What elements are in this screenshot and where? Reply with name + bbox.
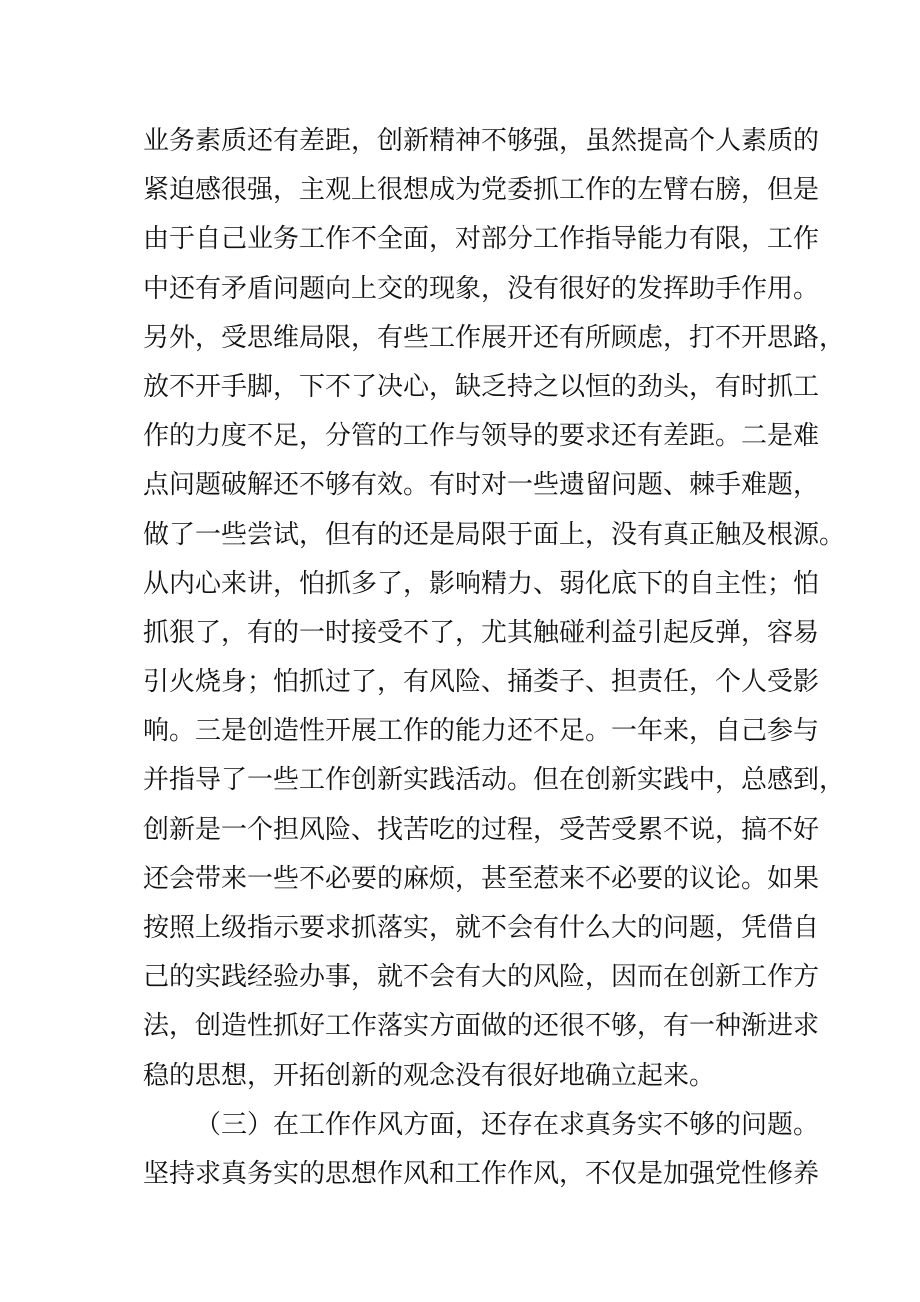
text-line: 放不开手脚，下不了决心，缺乏持之以恒的劲头，有时抓工 [143,371,820,402]
text-line: 法，创造性抓好工作落实方面做的还很不够，有一种渐进求 [143,1011,820,1042]
body-text [143,117,846,1199]
text-line: 按照上级指示要求抓落实，就不会有什么大的问题，凭借自 [143,913,820,943]
text-line: 从内心来讲，怕抓多了，影响精力、弱化底下的自主性；怕 [143,568,820,599]
text-line: 响。三是创造性开展工作的能力还不足。一年来，自己参与 [143,716,820,747]
text-line: 点问题破解还不够有效。有时对一些遗留问题、棘手难题， [143,470,820,501]
text-line: 坚持求真务实的思想作风和工作作风，不仅是加强党性修养 [143,1158,820,1189]
text-line: 中还有矛盾问题向上交的现象，没有很好的发挥助手作用。 [143,273,820,304]
text-line: 并指导了一些工作创新实践活动。但在创新实践中，总感到， [143,765,846,796]
text-line: 抓狠了，有的一时接受不了，尤其触碰利益引起反弹，容易 [143,617,820,648]
text-line: 创新是一个担风险、找苦吃的过程，受苦受累不说，搞不好 [143,814,820,845]
text-line: 作的力度不足，分管的工作与领导的要求还有差距。二是难 [143,421,820,452]
text-line: 做了一些尝试，但有的还是局限于面上，没有真正触及根源。 [143,519,846,550]
text-line: 紧迫感很强，主观上很想成为党委抓工作的左臂右膀，但是 [143,175,820,206]
text-line: 还会带来一些不必要的麻烦，甚至惹来不必要的议论。如果 [143,863,820,894]
text-line: 由于自己业务工作不全面，对部分工作指导能力有限，工作 [143,224,820,255]
section-heading-line: （三）在工作作风方面，还存在求真务实不够的问题。 [195,1109,820,1140]
text-line: 业务素质还有差距，创新精神不够强，虽然提高个人素质的 [143,126,820,156]
text-line: 稳的思想，开拓创新的观念没有很好地确立起来。 [143,1060,716,1091]
text-line: 引火烧身；怕抓过了，有风险、捅娄子、担责任，个人受影 [143,667,820,698]
text-line: 另外，受思维局限，有些工作展开还有所顾虑，打不开思路， [143,322,846,353]
text-line: 己的实践经验办事，就不会有大的风险，因而在创新工作方 [143,962,820,993]
